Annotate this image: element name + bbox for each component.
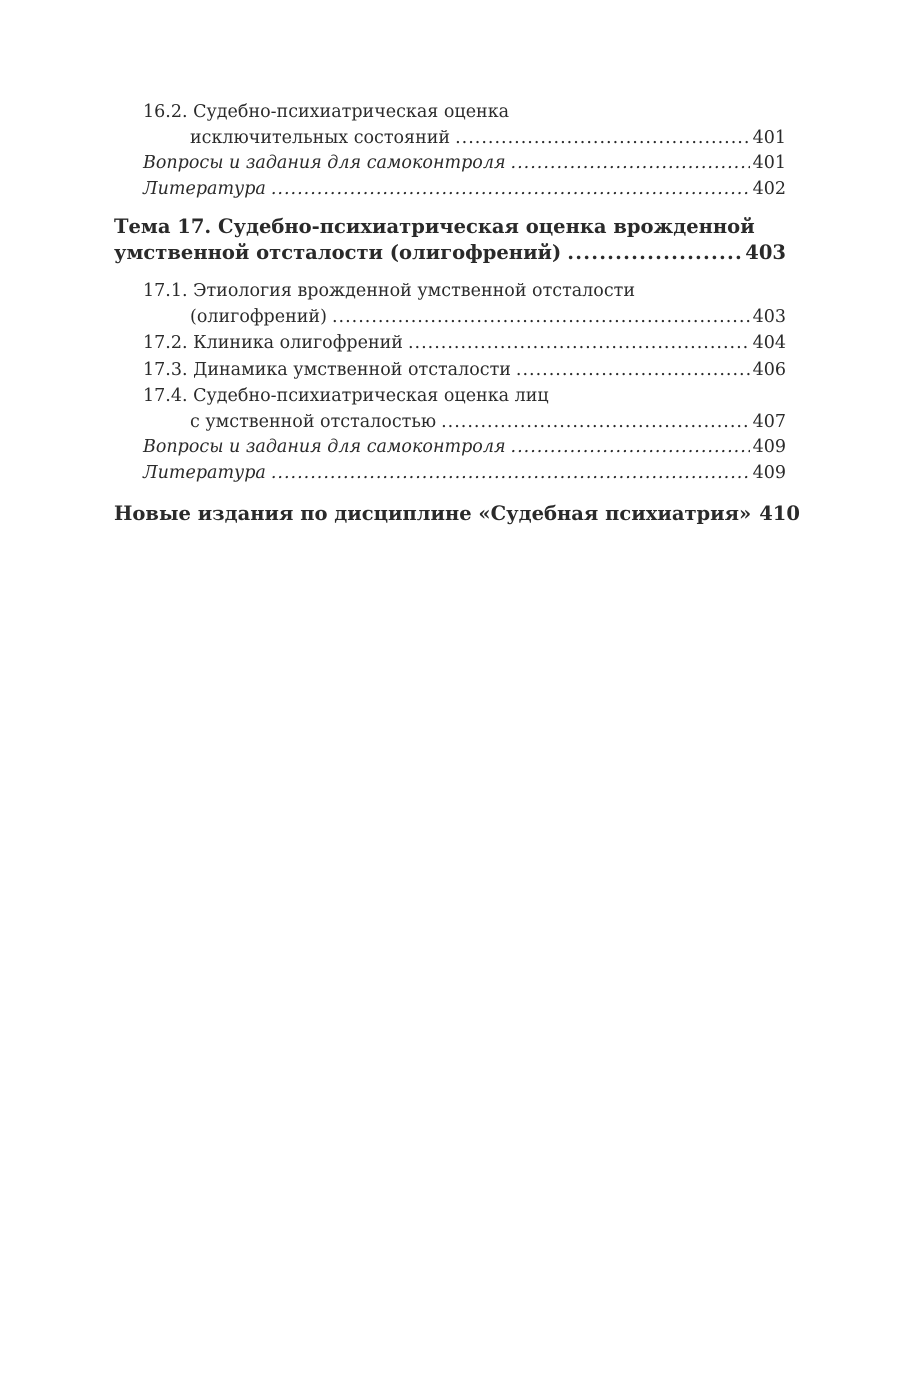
- toc-entry-16-2[interactable]: [114, 126, 786, 151]
- dot-leader: [511, 435, 750, 460]
- toc-entry-text: 17.1. Этиология врожденной умственной отсталости: [143, 281, 635, 301]
- dot-leader: [441, 410, 750, 435]
- toc-entry-17-1[interactable]: [114, 305, 786, 330]
- dot-leader: [516, 358, 750, 383]
- toc-entry-text: 17.2. Клиника олигофрений: [143, 333, 403, 353]
- dot-leader: [567, 240, 743, 266]
- dot-leader: [511, 151, 750, 176]
- toc-entry-17-4[interactable]: [114, 410, 786, 435]
- toc-entry-text: 17.4. Судебно-психиатрическая оценка лиц: [143, 386, 549, 406]
- toc-entry-text: с умственной отсталостью: [190, 411, 437, 432]
- toc-entry-17-questions[interactable]: [114, 435, 786, 460]
- page-number: 407: [752, 411, 786, 432]
- toc-entry-16-2-title: [114, 100, 786, 125]
- page-number: 403: [745, 241, 786, 264]
- page-number: 406: [752, 359, 786, 380]
- toc-entry-17-4-title: [114, 384, 786, 409]
- page-number: 409: [752, 437, 786, 457]
- page-number: 409: [752, 462, 786, 483]
- toc-entry-text: Литература: [143, 462, 266, 483]
- page-number: 403: [752, 306, 786, 327]
- dot-leader: [271, 461, 750, 486]
- page-number: 401: [752, 153, 786, 173]
- toc-entry-text: Вопросы и задания для самоконтроля: [143, 437, 506, 457]
- page-number: 401: [752, 127, 786, 148]
- dot-leader: [332, 305, 750, 330]
- toc-entry-17-2[interactable]: [114, 331, 786, 356]
- toc-entry-text: 17.3. Динамика умственной отсталости: [143, 359, 511, 380]
- page-number: 404: [752, 333, 786, 353]
- page-number: 410: [759, 502, 800, 525]
- toc-topic-text: умственной отсталости (олигофрений): [114, 241, 562, 264]
- toc-entry-text: Вопросы и задания для самоконтроля: [143, 153, 506, 173]
- toc-entry-16-literature[interactable]: [114, 177, 786, 202]
- toc-entry-text: Литература: [143, 178, 266, 199]
- dot-leader: [455, 126, 750, 151]
- toc-new-editions[interactable]: [114, 501, 800, 527]
- toc-entry-17-3[interactable]: [114, 358, 786, 383]
- table-of-contents: [114, 100, 800, 527]
- toc-entry-text: исключительных состояний: [190, 127, 451, 148]
- toc-topic-17-title: [114, 214, 786, 240]
- toc-topic-17[interactable]: [114, 240, 786, 266]
- toc-entry-text: 16.2. Судебно-психиатрическая оценка: [143, 102, 510, 122]
- toc-topic-text: Тема 17. Судебно-психиатрическая оценка врожденной: [114, 215, 755, 238]
- dot-leader: [271, 177, 750, 202]
- toc-entry-17-1-title: [114, 279, 786, 304]
- toc-entry-17-literature[interactable]: [114, 461, 786, 486]
- toc-entry-text: (олигофрений): [190, 306, 327, 327]
- page-number: 402: [752, 178, 786, 199]
- dot-leader: [408, 331, 750, 356]
- toc-topic-text: Новые издания по дисциплине «Судебная психиатрия»: [114, 502, 752, 525]
- toc-entry-16-questions[interactable]: [114, 151, 786, 176]
